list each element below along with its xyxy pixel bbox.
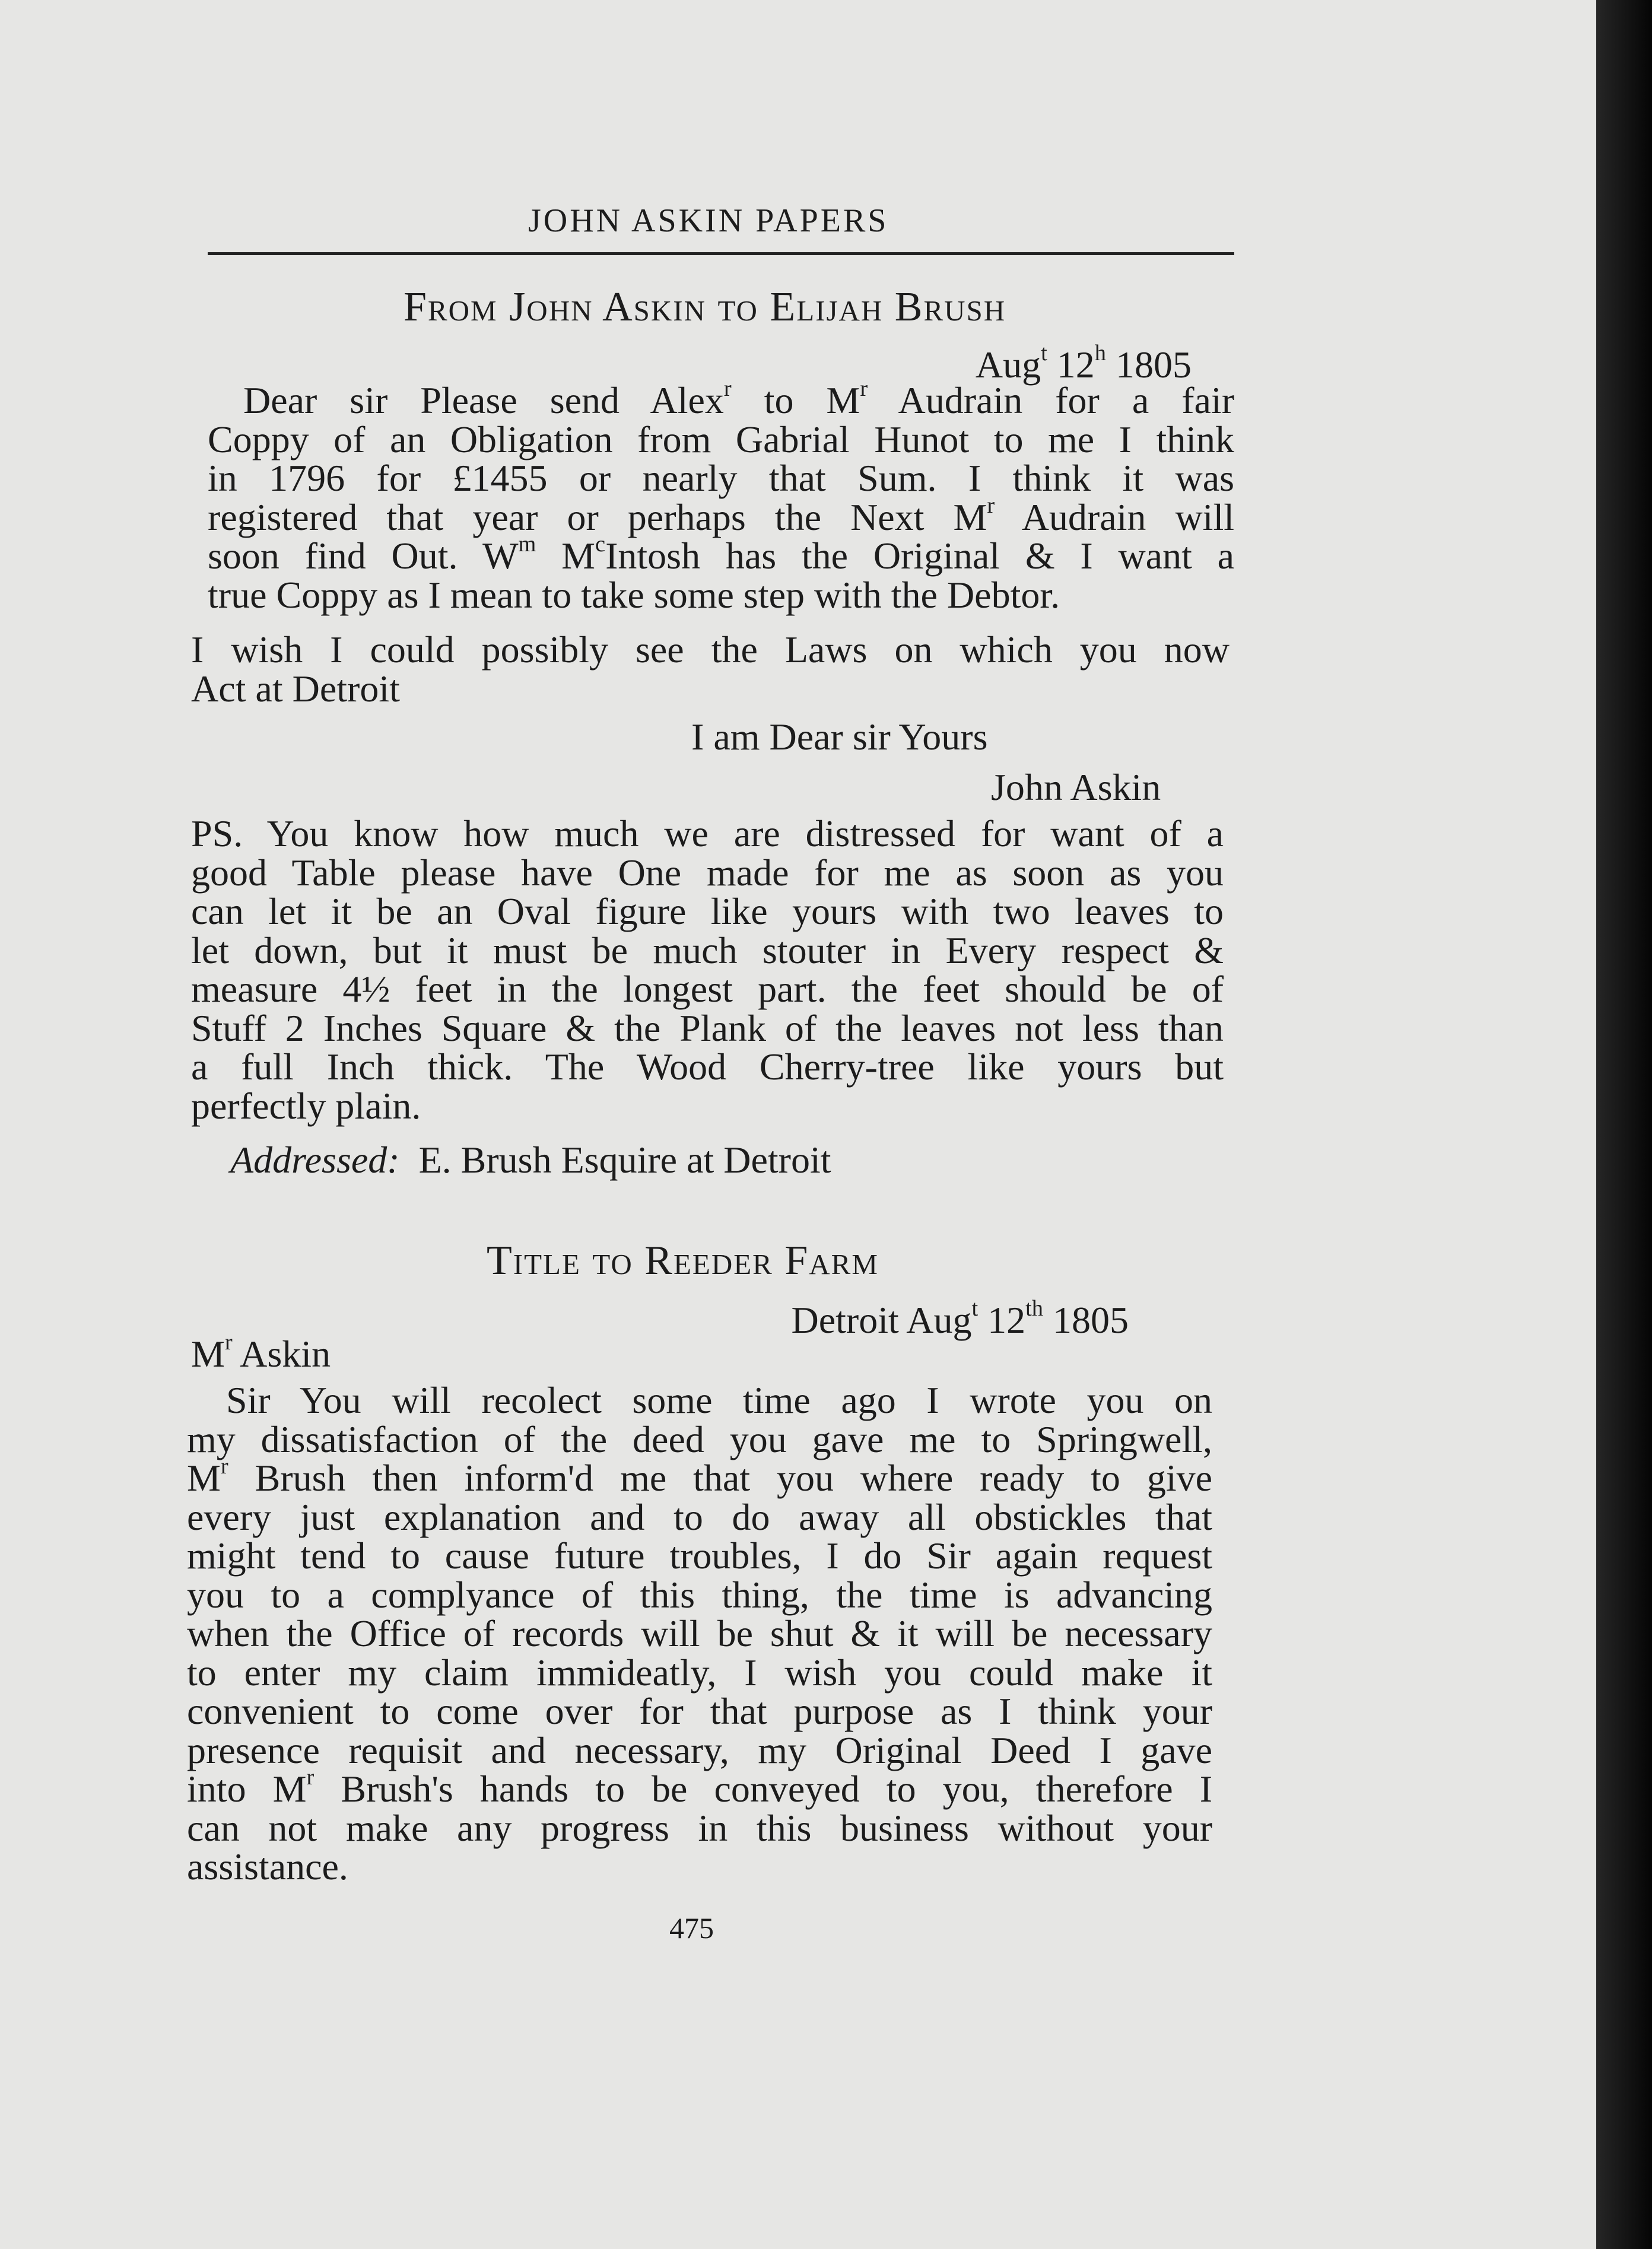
text-line: my dissatisfaction of the deed you gave me to Springwell, — [187, 1418, 1212, 1460]
text-line: soon find Out. $W^m$ $M^cIntosh$ has the Original & I want a — [208, 532, 1235, 577]
text-line: Coppy of an Obligation from Gabrial Hunot to me I think — [208, 418, 1234, 460]
text-line: let down, but it must be much stouter in Every respect & — [191, 929, 1224, 971]
letter2-heading: Title to Reeder Farm — [487, 1238, 879, 1284]
page-number: 475 — [669, 1911, 714, 1945]
text-line: presence requisit and necessary, my Original Deed I gave — [187, 1729, 1212, 1771]
letter1-postscript — [191, 814, 1224, 1125]
text-line: registered that year or perhaps the Next $M^r$ Audrain will — [208, 493, 1235, 538]
text-line: convenient to come over for that purpose as I think your — [187, 1690, 1212, 1732]
text-line: perfectly plain. — [191, 1084, 421, 1127]
letter1-signature: John Askin — [991, 766, 1161, 808]
addressed-label: Addressed: — [230, 1139, 400, 1181]
letter1-closing: I am Dear sir Yours — [691, 716, 988, 758]
text-line: to enter my claim immideatly, I wish you could make it — [187, 1651, 1212, 1694]
text-line: can not make any progress in this business without your — [187, 1806, 1212, 1849]
text-line: $M^r$ Brush then inform'd me that you where ready to give — [187, 1454, 1212, 1499]
letter2-salutation: $M^r$ Askin — [191, 1330, 331, 1375]
text-line: a full Inch thick. The Wood Cherry-tree like yours but — [191, 1046, 1224, 1088]
letter1-heading: From John Askin to Elijah Brush — [404, 284, 1006, 330]
letter1-paragraph-1 — [208, 376, 1235, 616]
running-head: JOHN ASKIN PAPERS — [528, 202, 889, 239]
text-line: when the Office of records will be shut & it will be necessary — [187, 1612, 1212, 1654]
text-line: you to a complyance of this thing, the time is advancing — [187, 1573, 1212, 1616]
text-line: can let it be an Oval figure like yours with two leaves to — [191, 890, 1224, 932]
letter2-body — [187, 1381, 1212, 1886]
text-line: into $M^r$ Brush's hands to be conveyed to you, therefore I — [187, 1765, 1213, 1810]
text-line: Stuff 2 Inches Square & the Plank of the leaves not less than — [191, 1006, 1224, 1049]
addressed-text: E. Brush Esquire at Detroit — [418, 1139, 831, 1181]
letter2-date: Detroit Aug$^t$ 12th 1805 — [791, 1296, 1129, 1341]
letter1-date: Aug$^t$ 12$^h$ 1805 — [975, 341, 1192, 386]
letter1-addressed — [230, 1138, 831, 1182]
text-line: Dear sir Please send Alex$^r$ to $M^r$ Audrain for a fair — [243, 376, 1235, 421]
text-line: I wish I could possibly see the Laws on which you now — [191, 628, 1230, 671]
text-line: Act at Detroit — [191, 667, 400, 710]
text-line: might tend to cause future troubles, I do Sir again request — [187, 1535, 1212, 1577]
text-line: assistance. — [187, 1845, 348, 1888]
text-line: every just explanation and to do away all obstickles that — [187, 1495, 1212, 1538]
text-line: Sir You will recolect some time ago I wrote you on — [226, 1379, 1212, 1421]
text-line: true Coppy as I mean to take some step with the Debtor. — [208, 573, 1060, 616]
header-rule — [208, 252, 1234, 255]
book-spine-shadow — [1596, 0, 1652, 2249]
text-line: PS. You know how much we are distressed for want of a — [191, 812, 1224, 855]
text-line: good Table please have One made for me as soon as you — [191, 851, 1224, 894]
letter1-paragraph-2 — [191, 630, 1230, 708]
text-line: measure 4½ feet in the longest part. the feet should be of — [191, 968, 1224, 1010]
text-line: in 1796 for £1455 or nearly that Sum. I think it was — [208, 457, 1234, 499]
